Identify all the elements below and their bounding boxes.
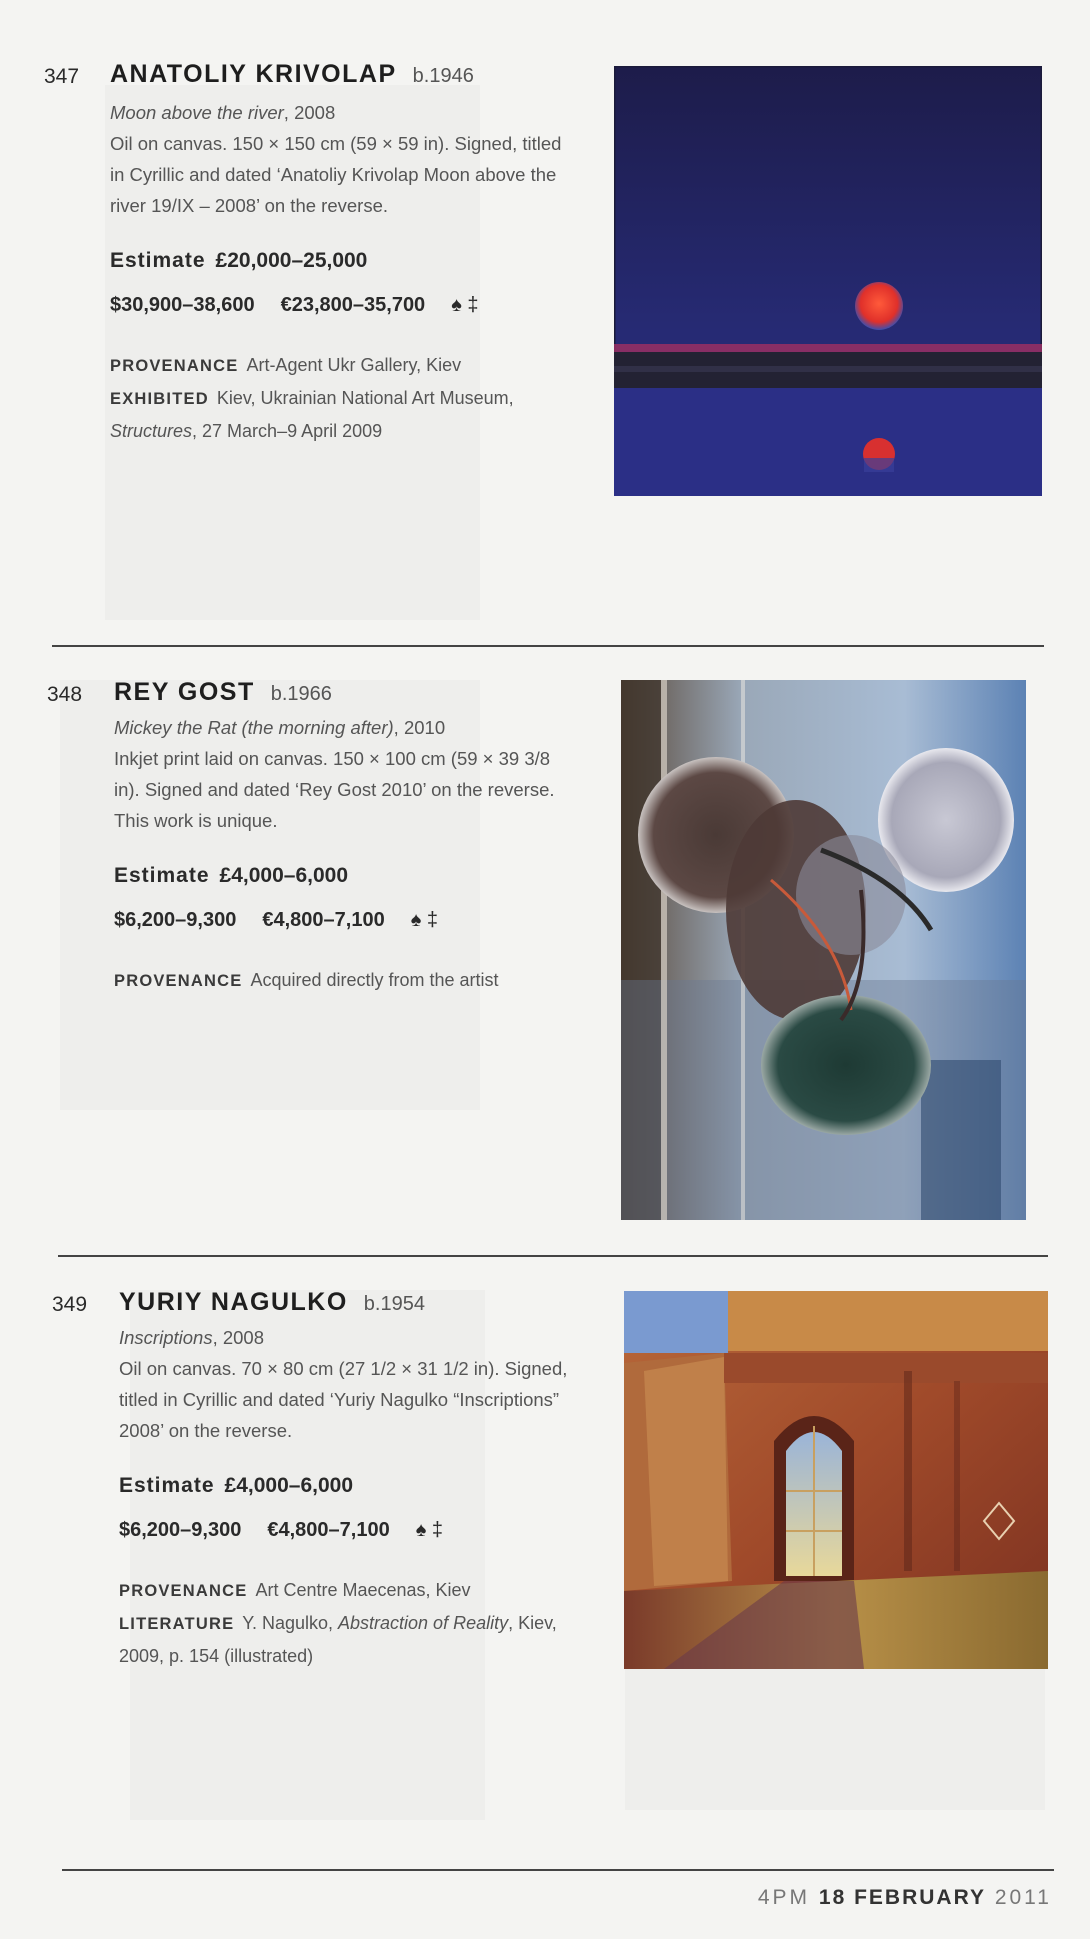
page-footer — [758, 1886, 1052, 1910]
artist-name: YURIY NAGULKO — [119, 1288, 348, 1316]
lot-details — [119, 1322, 589, 1672]
provenance-label: PROVENANCE — [114, 972, 243, 990]
lot-number: 348 — [47, 683, 83, 706]
artist-name: ANATOLIY KRIVOLAP — [110, 60, 397, 88]
estimate-usd: $6,200–9,300 — [119, 1519, 242, 1541]
artist-name: REY GOST — [114, 678, 255, 706]
estimate-usd: $6,200–9,300 — [114, 909, 237, 931]
provenance-text: Art Centre Maecenas, Kiev — [255, 1580, 471, 1600]
literature-label: LITERATURE — [119, 1615, 235, 1633]
artwork-year: , 2008 — [283, 102, 336, 123]
estimate-label: Estimate — [114, 864, 210, 887]
provenance-label: PROVENANCE — [119, 1582, 248, 1600]
divider — [58, 1255, 1048, 1257]
estimate-label: Estimate — [110, 249, 206, 272]
divider — [52, 645, 1044, 647]
provenance-text: Art-Agent Ukr Gallery, Kiev — [246, 355, 462, 375]
estimate-label: Estimate — [119, 1474, 215, 1497]
lot-symbols: ♠ ‡ — [451, 294, 479, 316]
exhibited-post: , 27 March–9 April 2009 — [192, 421, 383, 441]
footer-date: 18 FEBRUARY — [818, 1886, 986, 1909]
estimate-eur: €4,800–7,100 — [262, 909, 385, 931]
painting-mickey-the-rat — [621, 680, 1026, 1220]
estimate-eur: €4,800–7,100 — [267, 1519, 390, 1541]
artist-born: b.1966 — [270, 683, 332, 705]
estimate-gbp: £20,000–25,000 — [215, 249, 368, 272]
artist-born: b.1954 — [363, 1293, 425, 1315]
artwork-title: Inscriptions — [119, 1327, 213, 1348]
literature-title: Abstraction of Reality — [338, 1613, 509, 1633]
artwork-medium: Oil on canvas. 70 × 80 cm (27 1/2 × 31 1/2 in). Signed, titled in Cyrillic and dated ‘Yuriy Nagulko “Inscriptions” 2008’ on the reverse. — [119, 1358, 568, 1441]
provenance-label: PROVENANCE — [110, 357, 239, 375]
exhibited-pre: Kiev, Ukrainian National Art Museum, — [216, 388, 514, 408]
artwork-title: Moon above the river — [110, 102, 284, 123]
footer-time: 4PM — [757, 1886, 811, 1909]
footer-year: 2011 — [994, 1886, 1052, 1909]
lot-details — [110, 97, 580, 447]
estimate-gbp: £4,000–6,000 — [224, 1474, 354, 1497]
painting-moon-above-river — [614, 66, 1042, 496]
literature-pre: Y. Nagulko, — [242, 1613, 339, 1633]
artist-born: b.1946 — [412, 65, 474, 87]
lot-details — [114, 712, 579, 997]
lot-symbols: ♠ ‡ — [410, 909, 438, 931]
lot-number: 349 — [52, 1293, 88, 1316]
artwork-medium: Inkjet print laid on canvas. 150 × 100 cm (59 × 39 3/8 in). Signed and dated ‘Rey Gost 2010’ on the reverse. This work is unique. — [114, 748, 555, 831]
estimate-usd: $30,900–38,600 — [110, 294, 255, 316]
estimate-gbp: £4,000–6,000 — [219, 864, 349, 887]
literature-post: , Kiev, 2009, p. 154 (illustrated) — [119, 1613, 557, 1666]
exhibited-title: Structures — [110, 421, 193, 441]
provenance-text: Acquired directly from the artist — [250, 970, 499, 990]
divider — [62, 1869, 1054, 1871]
exhibited-label: EXHIBITED — [110, 390, 209, 408]
lot-symbols: ♠ ‡ — [415, 1519, 443, 1541]
artwork-title: Mickey the Rat (the morning after) — [114, 717, 394, 738]
estimate-eur: €23,800–35,700 — [280, 294, 426, 316]
lot-number: 347 — [44, 65, 80, 88]
artwork-year: , 2008 — [212, 1327, 265, 1348]
artwork-year: , 2010 — [393, 717, 446, 738]
painting-inscriptions — [624, 1291, 1048, 1669]
artwork-medium: Oil on canvas. 150 × 150 cm (59 × 59 in). Signed, titled in Cyrillic and dated ‘Anatoliy Krivolap Moon above the river 19/IX – 2008’ on the reverse. — [110, 133, 562, 216]
